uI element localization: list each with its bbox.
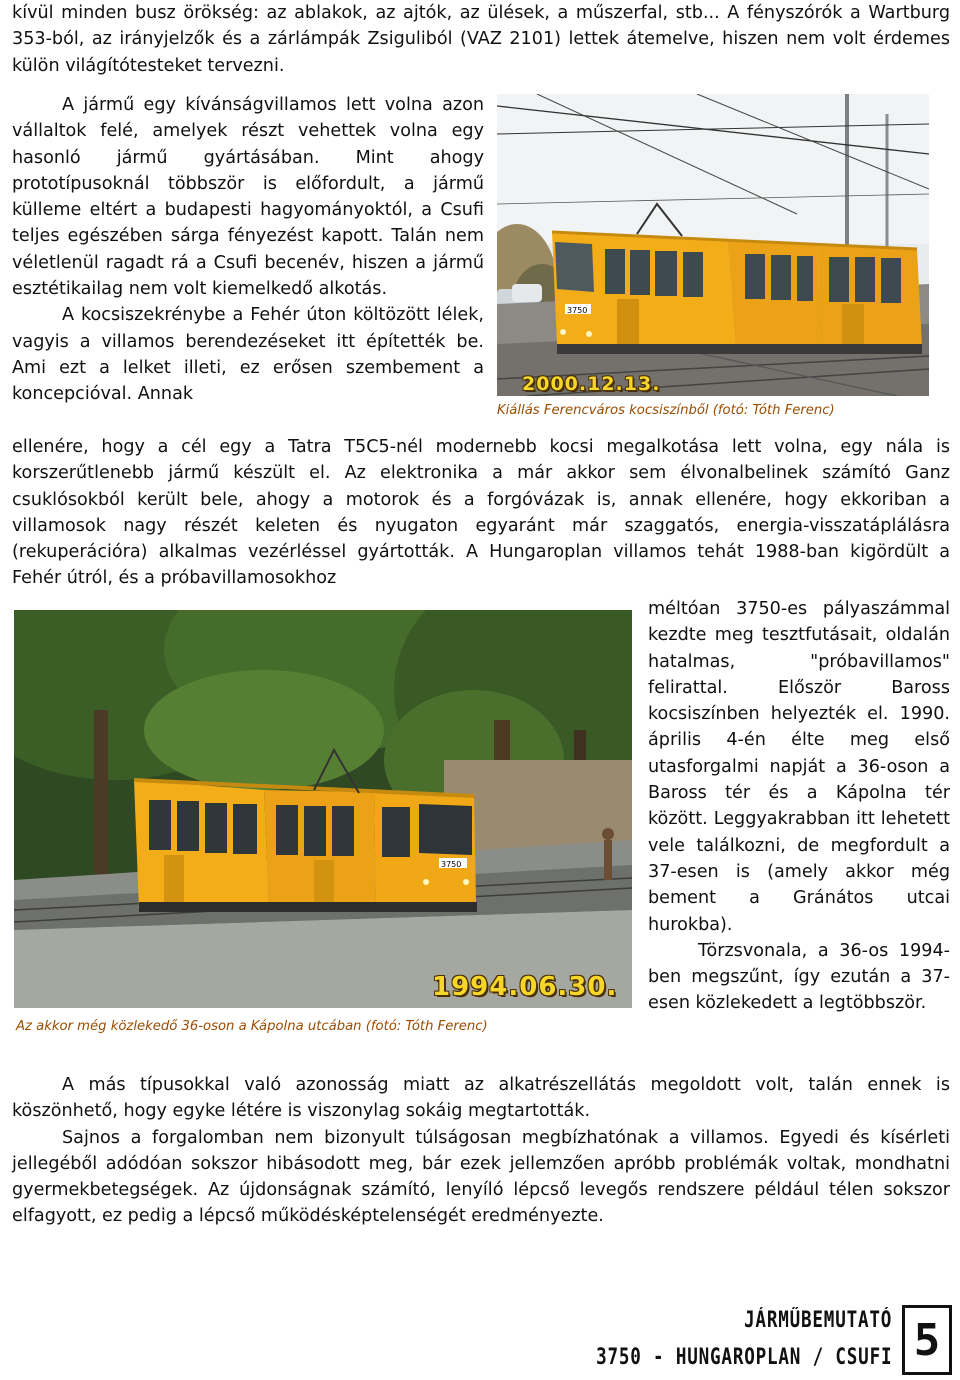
paragraph-intro: kívül minden busz örökség: az ablakok, az ajtók, az ülések, a műszerfal, stb... A fényszórók a Wartburg 353-ból, az irányjelzők és a zárlámpák Zsiguliból (VAZ 2101) lettek átemelve, hiszen nem volt érdemes külön világítótesteket tervezni.	[12, 3, 950, 76]
paragraph-kocsiszekreny: A kocsiszekrénybe a Fehér úton költözött lélek, vagyis a villamos berendezéseket itt építették be. Ami ezt a lelket illeti, ez erősen szembement a koncepcióval. Annak	[12, 305, 484, 405]
photo-tram-kapolna-utca	[14, 610, 632, 1008]
photo2-caption: Az akkor még közlekedő 36-oson a Kápolna utcában (fotó: Tóth Ferenc)	[16, 1019, 488, 1034]
article-text-bottom	[12, 1072, 950, 1230]
article-text-middle	[12, 434, 950, 592]
footer-section-title: JÁRMŰBEMUTATÓ	[743, 1308, 892, 1333]
tram-depot-illustration	[497, 94, 929, 396]
paragraph-torzsvonal: Törzsvonala, a 36-os 1994-ben megszűnt, így ezután a 37-esen közlekedett a legtöbbször.	[648, 940, 950, 1014]
paragraph-elektronika: ellenére, hogy a cél egy a Tatra T5C5-nél modernebb kocsi megalkotása lett volna, egy nála is korszerűtlenebb jármű készült el. Az elektronika a már akkor sem élvonalbelinek számító Ganz csuklósokból került bele, ahogy a motorok és a forgóvázak is, annak ellenére, hogy ekkoriban a villamosok nagy részét keleten és nyugaton egyaránt már szaggatós, energia-visszatáplálásra (rekuperációra) alkalmas vezérléssel gyártották. A Hungaroplan villamos tehát 1988-ban kigördült a Fehér útról, és a próbavillamosokhoz	[12, 437, 950, 589]
photo1-caption: Kiállás Ferencváros kocsiszínből (fotó: Tóth Ferenc)	[497, 403, 835, 418]
article-text-right-column	[648, 596, 950, 1017]
article-text-left-column	[12, 92, 484, 408]
tram-street-illustration	[14, 610, 632, 1008]
paragraph-alkatresz: A más típusokkal való azonosság miatt az alkatrészellátás megoldott volt, talán ennek is köszönhető, hogy egyke létére is viszonylag sokáig megtartották.	[12, 1075, 950, 1122]
paragraph-tesztfutas: méltóan 3750-es pályaszámmal kezdte meg tesztfutásait, oldalán hatalmas, "próbavillamos" felirattal. Először Baross kocsiszínben helyezték el. 1990. április 4-én élte meg első utasforgalmi napját a 36-oson a Baross tér és a Kápolna tér között. Leggyakrabban itt lehetett vele találkozni, de megfordult a 37-esen is (amely akkor még bement a Gránátos utcai hurokba).	[648, 599, 950, 935]
page-number: 5	[902, 1305, 952, 1375]
paragraph-megbizhatosag: Sajnos a forgalomban nem bizonyult túlságosan megbízhatónak a villamos. Egyedi és kísérleti jellegéből adódóan sokszor hibásodott meg, bár ezek jellemzően apróbb problémák voltak, mondhatni gyermekbetegségek. Az újdonságnak számító, lenyíló lépcső levegős rendszere például télen sokszor elfagyott, ez pedig a lépcső működésképtelenségét eredményezte.	[12, 1127, 950, 1227]
paragraph-kivansag: A jármű egy kívánságvillamos lett volna azon vállaltok felé, amelyek részt vehettek volna egy hasonló jármű gyártásában. Mint ahogy prototípusoknál többször is előfordult, a jármű külleme eltért a budapesti hagyományoktól, a Csufi teljes egészében sárga fényezést kapott. Talán nem véletlenül ragadt rá a Csufi becenév, hiszen a jármű esztétikailag nem volt kiemelkedő alkotás.	[12, 95, 484, 300]
photo2-date-stamp: 1994.06.30.	[432, 972, 618, 1002]
footer-subtitle: 3750 - HUNGAROPLAN / CSUFI	[595, 1345, 892, 1370]
tram-number-2: 3750	[441, 860, 462, 869]
article-text-top	[12, 0, 950, 79]
photo-tram-depot-exit	[497, 94, 929, 396]
tram-number-1: 3750	[567, 306, 588, 315]
photo1-date-stamp: 2000.12.13.	[522, 373, 661, 395]
